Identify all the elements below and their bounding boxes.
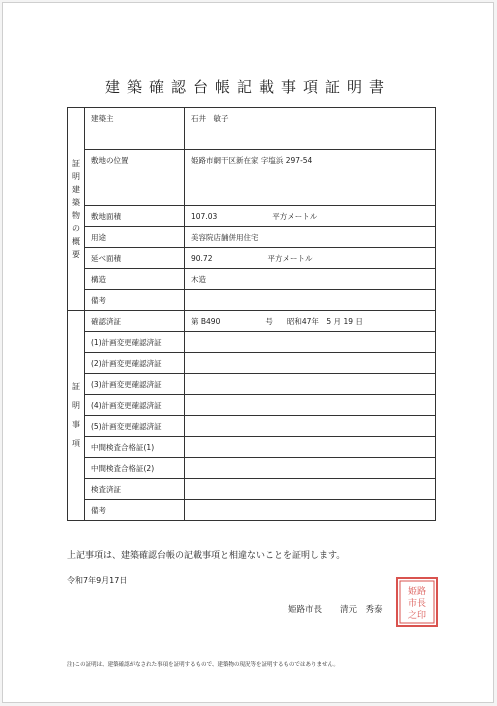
- document-page: [2, 2, 494, 703]
- owner-label: 建築主: [85, 108, 185, 150]
- inspection-cert-value: [185, 479, 436, 500]
- certificate-table: [67, 107, 436, 521]
- certification-statement: 上記事項は、建築確認台帳の記載事項と相違ないことを証明します。: [67, 551, 346, 561]
- matters-remarks-label: 備考: [85, 500, 185, 521]
- structure-label: 構造: [85, 269, 185, 290]
- plan-change-2-label: (2)計画変更確認済証: [85, 353, 185, 374]
- area-label: 敷地面積: [85, 206, 185, 227]
- matters-remarks-value: [185, 500, 436, 521]
- plan-change-3-value: [185, 374, 436, 395]
- plan-change-2-value: [185, 353, 436, 374]
- area-unit: 平方メートル: [272, 212, 318, 221]
- overview-remarks-value: [185, 290, 436, 311]
- side-label-matters: 証 明 事 項: [68, 311, 85, 521]
- official-seal-icon: [395, 576, 439, 628]
- svg-text:姫路: 姫路: [407, 587, 427, 597]
- plan-change-4-value: [185, 395, 436, 416]
- use-value: 美容院店舗併用住宅: [185, 227, 436, 248]
- svg-text:之印: 之印: [407, 611, 427, 621]
- plan-change-4-label: (4)計画変更確認済証: [85, 395, 185, 416]
- mid-inspection-2-value: [185, 458, 436, 479]
- structure-value: 木造: [185, 269, 436, 290]
- mid-inspection-1-value: [185, 437, 436, 458]
- plan-change-1-value: [185, 332, 436, 353]
- inspection-cert-label: 検査済証: [85, 479, 185, 500]
- mayor-signature: [288, 603, 383, 615]
- cert-label: 確認済証: [85, 311, 185, 332]
- svg-text:市長: 市長: [407, 599, 427, 609]
- plan-change-5-value: [185, 416, 436, 437]
- mid-inspection-2-label: 中間検査合格証(2): [85, 458, 185, 479]
- site-label: 敷地の位置: [85, 150, 185, 206]
- floor-area-label: 延べ面積: [85, 248, 185, 269]
- mayor-title: 姫路市長: [288, 605, 323, 615]
- floor-area-value: 90.72 平方メートル: [185, 248, 436, 269]
- plan-change-5-label: (5)計画変更確認済証: [85, 416, 185, 437]
- area-value: 107.03 平方メートル: [185, 206, 436, 227]
- footnote: 注)この証明は、建築確認がなされた事項を証明するもので、建築物の現況等を証明するものではありません。: [67, 662, 339, 668]
- use-label: 用途: [85, 227, 185, 248]
- site-value: 姫路市網干区新在家 字塩浜 297-54: [185, 150, 436, 206]
- side-label-overview: 証 明 建 築 物 の 概 要: [68, 108, 85, 311]
- owner-value: 石井 敏子: [185, 108, 436, 150]
- mid-inspection-1-label: 中間検査合格証(1): [85, 437, 185, 458]
- plan-change-1-label: (1)計画変更確認済証: [85, 332, 185, 353]
- plan-change-3-label: (3)計画変更確認済証: [85, 374, 185, 395]
- cert-value: 第 B490 号 昭和47年 5 月 19 日: [185, 311, 436, 332]
- issue-date: 令和7年9月17日: [67, 576, 128, 585]
- mayor-name: 清元 秀泰: [340, 605, 383, 615]
- overview-remarks-label: 備考: [85, 290, 185, 311]
- floor-area-unit: 平方メートル: [267, 254, 313, 263]
- document-title: 建築確認台帳記載事項証明書: [104, 78, 391, 96]
